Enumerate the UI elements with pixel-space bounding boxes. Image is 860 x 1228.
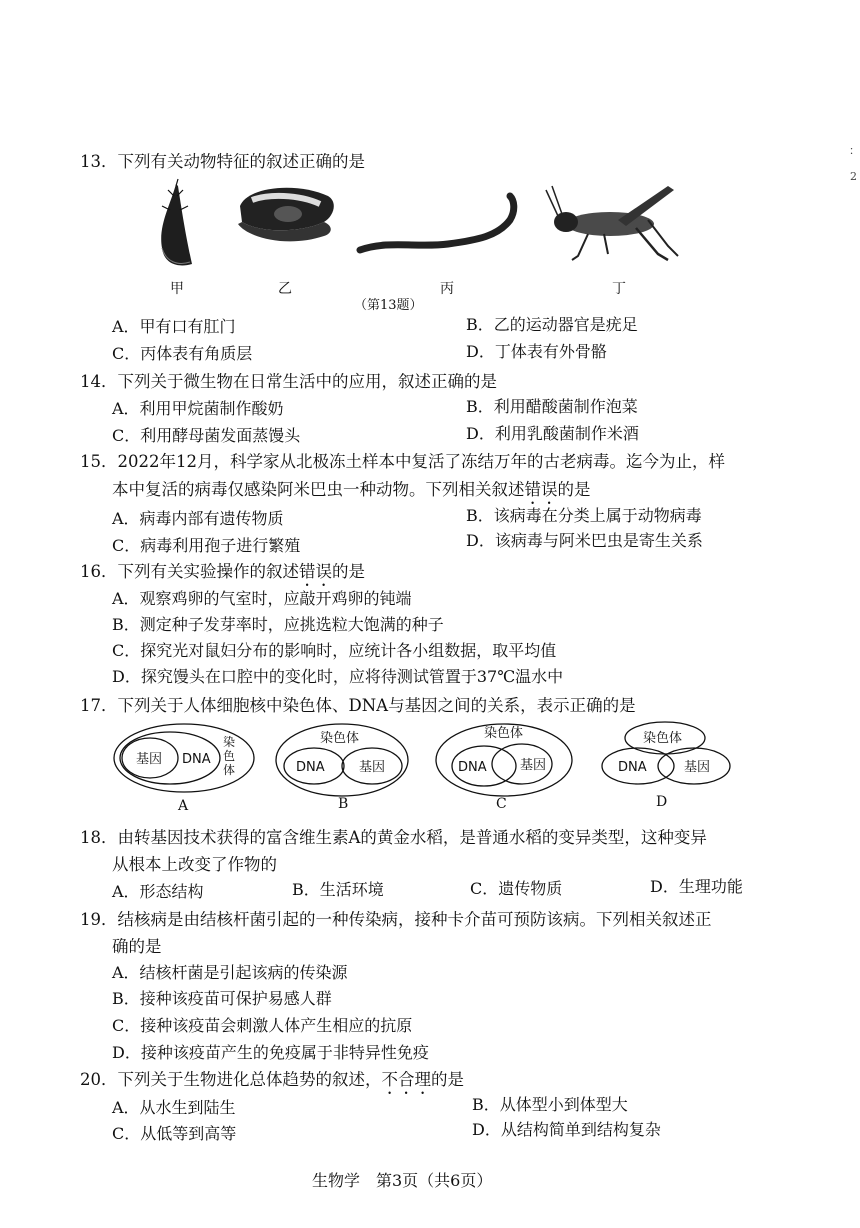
q19-option-b[interactable]: B．接种该疫苗可保护易感人群 [112,989,332,1008]
question-19-stem-line2: 确的是 [112,937,162,956]
venn-letter-d[interactable]: D [656,794,668,810]
question-16-stem: 16．下列有关实验操作的叙述错误的是 [80,562,365,581]
animal-label-bing: 丙 [440,281,454,297]
q18-option-b[interactable]: B．生活环境 [292,880,384,899]
emphasis-text: 错误 [524,480,558,499]
q18-option-d[interactable]: D．生理功能 [650,877,743,896]
page-footer: 生物学 第3页（共6页） [312,1171,493,1190]
gene-label: 基因 [520,758,547,773]
gene-label: 基因 [684,760,711,775]
q20-option-d[interactable]: D．从结构简单到结构复杂 [472,1120,661,1139]
venn-option-d[interactable] [602,722,730,784]
question-20-stem: 20．下列关于生物进化总体趋势的叙述，不合理的是 [80,1070,464,1089]
q16-option-b[interactable]: B．测定种子发芽率时，应挑选粒大饱满的种子 [112,615,444,634]
q15-option-d[interactable]: D．该病毒与阿米巴虫是寄生关系 [466,531,703,550]
question-18-stem-line2: 从根本上改变了作物的 [112,855,277,874]
clam-icon [238,188,334,242]
animal-label-jia: 甲 [170,281,184,297]
q20-option-b[interactable]: B．从体型小到体型大 [472,1095,628,1114]
centipede-icon [161,179,192,265]
q19-option-c[interactable]: C．接种该疫苗会刺激人体产生相应的抗原 [112,1016,413,1035]
q16-option-c[interactable]: C．探究光对鼠妇分布的影响时，应统计各小组数据，取平均值 [112,641,557,660]
question-15-stem-line1: 15．2022年12月，科学家从北极冻土样本中复活了冻结万年的古老病毒。迄今为止，样 [80,452,725,471]
emphasis-text: 错误 [299,562,332,581]
question-19-stem-line1: 19．结核病是由结核杆菌引起的一种传染病，接种卡介苗可预防该病。下列相关叙述正 [80,910,712,929]
dna-label: DNA [458,760,487,775]
margin-mark: ： [849,144,860,157]
q14-option-b[interactable]: B．利用醋酸菌制作泡菜 [466,397,638,416]
venn-letter-c[interactable]: C [496,796,507,812]
q20-option-a[interactable]: A．从水生到陆生 [112,1098,236,1117]
question-17-stem: 17．下列关于人体细胞核中染色体、DNA与基因之间的关系，表示正确的是 [80,696,636,715]
venn-option-a[interactable] [114,724,254,792]
q16-option-d[interactable]: D．探究馒头在口腔中的变化时，应将待测试管置于37℃温水中 [112,667,564,686]
q13-option-d[interactable]: D．丁体表有外骨骼 [466,342,607,361]
chromosome-char: 染 [223,735,236,749]
q15-option-c[interactable]: C．病毒利用孢子进行繁殖 [112,536,301,555]
q15-option-b[interactable]: B．该病毒在分类上属于动物病毒 [466,506,702,525]
grasshopper-icon [546,186,678,260]
q13-option-c[interactable]: C．丙体表有角质层 [112,344,253,363]
q13-option-b[interactable]: B．乙的运动器官是疣足 [466,315,638,334]
venn-diagram-options [110,720,750,816]
venn-option-b[interactable] [276,724,408,796]
chromosome-char: 体 [223,763,236,777]
question-18-stem-line1: 18．由转基因技术获得的富含维生素A的黄金水稻，是普通水稻的变异类型，这种变异 [80,828,707,847]
animal-label-yi: 乙 [278,281,292,297]
gene-label: 基因 [136,752,163,767]
q19-option-a[interactable]: A．结核杆菌是引起该病的传染源 [112,963,348,982]
q16-option-a[interactable]: A．观察鸡卵的气室时，应敲开鸡卵的钝端 [112,589,412,608]
emphasis-text: 不合理 [381,1070,431,1089]
gene-label: 基因 [359,760,386,775]
q20-option-c[interactable]: C．从低等到高等 [112,1124,237,1143]
animal-label-ding: 丁 [612,281,626,297]
q19-option-d[interactable]: D．接种该疫苗产生的免疫属于非特异性免疫 [112,1043,429,1062]
q14-option-c[interactable]: C．利用酵母菌发面蒸馒头 [112,426,301,445]
question-15-stem-line2: 本中复活的病毒仅感染阿米巴虫一种动物。下列相关叙述错误的是 [112,480,591,499]
q18-option-c[interactable]: C．遗传物质 [470,879,563,898]
venn-option-c[interactable] [436,724,572,796]
dna-label: DNA [182,752,211,767]
q13-option-a[interactable]: A．甲有口有肛门 [112,317,236,336]
dna-label: DNA [618,760,647,775]
chromosome-label: 染色体 [643,731,683,746]
figure-caption: （第13题） [354,298,423,313]
dna-label: DNA [296,760,325,775]
q18-option-a[interactable]: A．形态结构 [112,882,204,901]
chromosome-label: 染色体 [320,731,360,746]
question-14-stem: 14．下列关于微生物在日常生活中的应用，叙述正确的是 [80,372,497,391]
q14-option-d[interactable]: D．利用乳酸菌制作米酒 [466,424,639,443]
q14-option-a[interactable]: A．利用甲烷菌制作酸奶 [112,399,284,418]
question-13-stem: 13．下列有关动物特征的叙述正确的是 [80,152,365,171]
chromosome-char: 色 [223,749,236,763]
margin-mark: 2 [850,170,857,183]
q15-option-a[interactable]: A．病毒内部有遗传物质 [112,509,284,528]
worm-icon [360,196,514,250]
venn-letter-a[interactable]: A [178,798,189,814]
animal-figures [148,176,748,276]
chromosome-label: 染色体 [484,726,524,741]
venn-letter-b[interactable]: B [338,796,349,812]
